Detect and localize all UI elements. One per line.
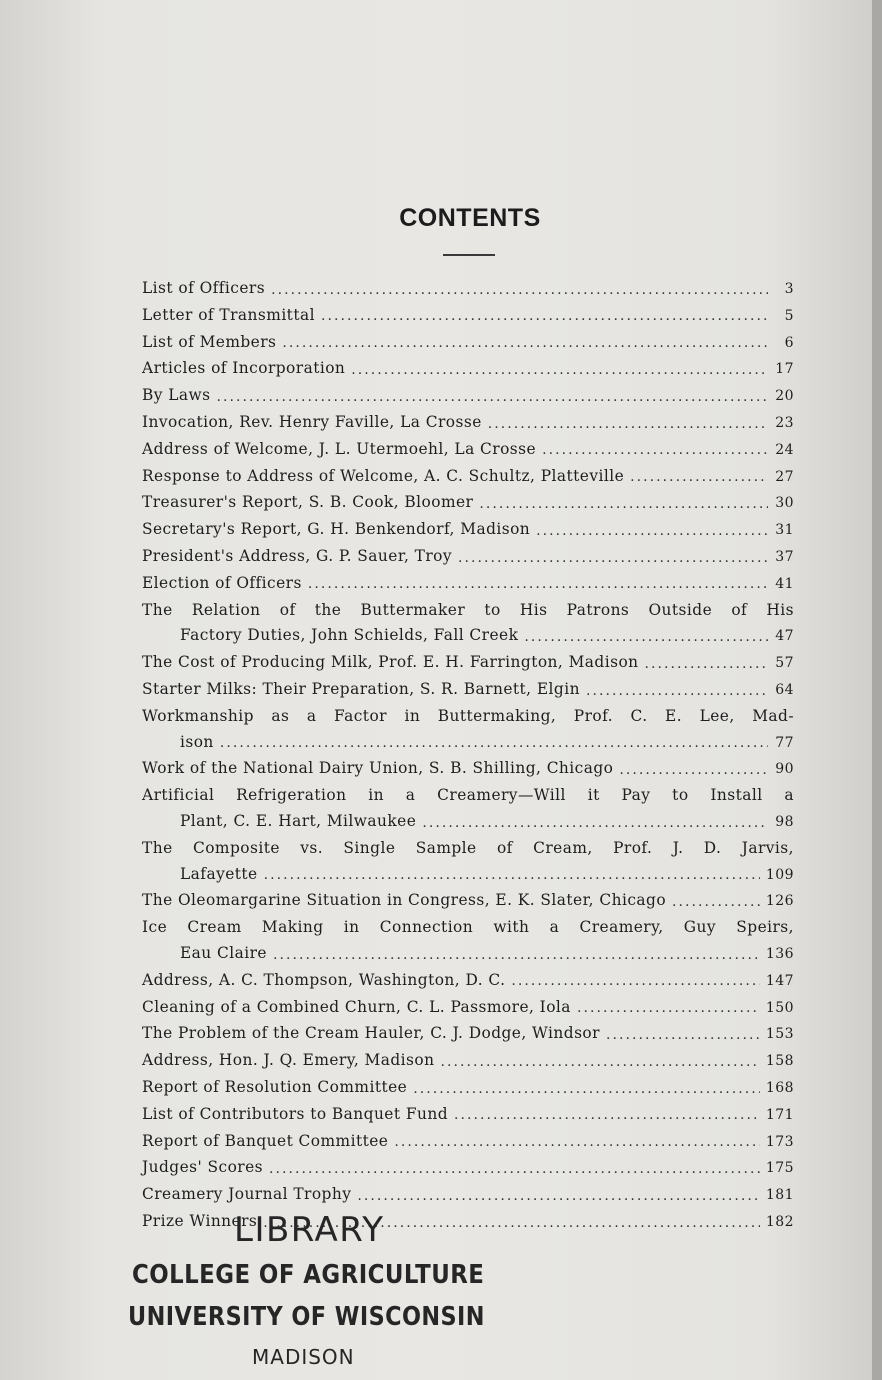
toc-page-number: 47 bbox=[775, 628, 794, 645]
toc-entry bbox=[142, 410, 794, 437]
toc-entry-title: Starter Milks: Their Preparation, S. R. Barnett, Elgin bbox=[142, 679, 580, 698]
dot-leader bbox=[308, 575, 768, 590]
toc-entry-title: The Composite vs. Single Sample of Cream, Prof. J. D. Jarvis, bbox=[142, 838, 794, 857]
toc-entry-title: Address of Welcome, J. L. Utermoehl, La Crosse bbox=[142, 439, 537, 458]
toc-entry-title: List of Members bbox=[142, 332, 277, 351]
dot-leader bbox=[351, 361, 768, 376]
toc-entry bbox=[142, 383, 794, 410]
dot-leader bbox=[422, 814, 768, 829]
toc-entry-title: Articles of Incorporation bbox=[142, 359, 346, 378]
toc-page-number: 158 bbox=[765, 1053, 794, 1070]
toc-entry-title: List of Officers bbox=[142, 279, 266, 297]
toc-entry-title: Eau Claire bbox=[180, 943, 267, 962]
toc-entry-title: Creamery Journal Trophy bbox=[142, 1185, 352, 1204]
toc-page-number: 57 bbox=[775, 655, 794, 672]
toc-entry-title: Workmanship as a Factor in Buttermaking, Prof. C. E. Lee, Mad- bbox=[142, 706, 794, 725]
toc-entry-title: Invocation, Rev. Henry Faville, La Crosse bbox=[142, 412, 482, 431]
toc-page-number: 182 bbox=[765, 1213, 794, 1230]
toc-entry-title: Treasurer's Report, S. B. Cook, Bloomer bbox=[142, 493, 474, 512]
toc-entry bbox=[142, 1021, 794, 1048]
dot-leader bbox=[645, 655, 768, 670]
toc-entry-title: Response to Address of Welcome, A. C. Schultz, Platteville bbox=[142, 466, 625, 485]
stamp-university: UNIVERSITY OF WISCONSIN bbox=[128, 1302, 485, 1332]
toc-entry bbox=[142, 517, 794, 544]
dot-leader bbox=[536, 522, 768, 537]
toc-entry bbox=[142, 677, 794, 704]
toc-entry bbox=[142, 1129, 794, 1156]
toc-entry-title: Report of Resolution Committee bbox=[142, 1077, 408, 1096]
stamp-madison: MADISON bbox=[252, 1345, 355, 1369]
toc-page-number: 17 bbox=[775, 361, 794, 378]
toc-entry-title: The Problem of the Cream Hauler, C. J. Dodge, Windsor bbox=[142, 1024, 600, 1043]
dot-leader bbox=[454, 1106, 760, 1121]
toc-entry bbox=[142, 836, 794, 889]
toc-entry bbox=[142, 303, 794, 330]
toc-page-number: 98 bbox=[775, 813, 794, 830]
dot-leader bbox=[321, 307, 768, 322]
toc-entry-title: By Laws bbox=[142, 386, 211, 405]
dot-leader bbox=[413, 1080, 760, 1095]
toc-entry bbox=[142, 1102, 794, 1129]
toc-entry bbox=[142, 437, 794, 464]
toc-entry-title: Address, A. C. Thompson, Washington, D. C. bbox=[142, 970, 506, 989]
toc-page-number: 27 bbox=[775, 468, 794, 485]
dot-leader bbox=[511, 972, 760, 987]
dot-leader bbox=[264, 866, 760, 881]
toc-entry-title: Factory Duties, John Schields, Fall Creek bbox=[180, 626, 519, 645]
toc-page-number: 109 bbox=[765, 866, 794, 883]
dot-leader bbox=[458, 549, 768, 564]
dot-leader bbox=[273, 946, 760, 961]
toc-entry-title: List of Contributors to Banquet Fund bbox=[142, 1104, 448, 1123]
toc-page-number: 5 bbox=[784, 307, 794, 324]
toc-entry-title: Address, Hon. J. Q. Emery, Madison bbox=[142, 1051, 435, 1070]
toc-entry-title: The Relation of the Buttermaker to His Patrons Outside of His bbox=[142, 600, 794, 619]
toc-entry-title: President's Address, G. P. Sauer, Troy bbox=[142, 546, 453, 565]
toc-page-number: 153 bbox=[765, 1026, 794, 1043]
toc-entry bbox=[142, 888, 794, 915]
dot-leader bbox=[524, 628, 768, 643]
toc-entry bbox=[142, 490, 794, 517]
dot-leader bbox=[577, 999, 760, 1014]
toc-page-number: 23 bbox=[775, 414, 794, 431]
toc-page-number: 37 bbox=[775, 548, 794, 565]
toc-entry-title: The Cost of Producing Milk, Prof. E. H. Farrington, Madison bbox=[142, 653, 639, 672]
toc-entry bbox=[142, 968, 794, 995]
toc-entry bbox=[142, 1182, 794, 1209]
toc-entry bbox=[142, 544, 794, 571]
toc-page-number: 77 bbox=[775, 734, 794, 751]
toc-page-number: 6 bbox=[784, 334, 794, 351]
toc-page-number: 136 bbox=[765, 945, 794, 962]
dot-leader bbox=[672, 893, 760, 908]
toc-entry bbox=[142, 783, 794, 836]
toc-page-number: 41 bbox=[775, 575, 794, 592]
toc-page-number: 126 bbox=[765, 893, 794, 910]
dot-leader bbox=[271, 281, 768, 296]
toc-page-number: 147 bbox=[765, 972, 794, 989]
dot-leader bbox=[217, 388, 768, 403]
dot-leader bbox=[269, 1160, 760, 1175]
toc-entry bbox=[142, 330, 794, 357]
toc-page-number: 168 bbox=[765, 1079, 794, 1096]
dot-leader bbox=[586, 682, 768, 697]
toc-entry-title: Plant, C. E. Hart, Milwaukee bbox=[180, 811, 417, 830]
toc-entry-title: Artificial Refrigeration in a Creamery—Will it Pay to Install a bbox=[142, 786, 794, 805]
toc-entry bbox=[142, 571, 794, 598]
toc-page-number: 30 bbox=[775, 495, 794, 512]
toc-entry-title: Ice Cream Making in Connection with a Creamery, Guy Speirs, bbox=[142, 918, 794, 937]
toc-entry-title: Work of the National Dairy Union, S. B. Shilling, Chicago bbox=[142, 759, 614, 778]
toc-entry bbox=[142, 756, 794, 783]
toc-entry bbox=[142, 356, 794, 383]
toc-entry-title: Election of Officers bbox=[142, 573, 302, 592]
toc-page-number: 150 bbox=[765, 999, 794, 1016]
toc-page-number: 90 bbox=[775, 761, 794, 778]
dot-leader bbox=[220, 734, 768, 749]
toc-page-number: 20 bbox=[775, 388, 794, 405]
toc-page-number: 31 bbox=[775, 522, 794, 539]
dot-leader bbox=[440, 1053, 759, 1068]
toc-entry bbox=[142, 704, 794, 757]
toc-entry bbox=[142, 650, 794, 677]
toc-page-number: 173 bbox=[765, 1133, 794, 1150]
toc-entry bbox=[142, 995, 794, 1022]
toc-entry bbox=[142, 1048, 794, 1075]
toc-page-number: 171 bbox=[765, 1106, 794, 1123]
dot-leader bbox=[630, 468, 768, 483]
toc-entry-title: Judges' Scores bbox=[142, 1158, 264, 1177]
toc-page-number: 64 bbox=[775, 681, 794, 698]
toc-entry-title: Prize Winners bbox=[142, 1211, 258, 1230]
dot-leader bbox=[542, 441, 768, 456]
contents-list bbox=[142, 276, 794, 1236]
title-rule bbox=[443, 254, 495, 256]
toc-entry bbox=[142, 915, 794, 968]
stamp-college: COLLEGE OF AGRICULTURE bbox=[132, 1260, 485, 1290]
dot-leader bbox=[394, 1133, 760, 1148]
dot-leader bbox=[479, 495, 768, 510]
toc-entry-title: Letter of Transmittal bbox=[142, 305, 315, 324]
dot-leader bbox=[619, 761, 768, 776]
toc-entry-title: Report of Banquet Committee bbox=[142, 1131, 389, 1150]
dot-leader bbox=[357, 1187, 760, 1202]
toc-entry-title: Lafayette bbox=[180, 864, 258, 883]
toc-page-number: 24 bbox=[775, 441, 794, 458]
toc-page-number: 175 bbox=[765, 1160, 794, 1177]
dot-leader bbox=[606, 1026, 760, 1041]
page-title: CONTENTS bbox=[399, 204, 541, 232]
toc-entry bbox=[142, 1155, 794, 1182]
toc-entry bbox=[142, 276, 794, 303]
toc-entry-title: The Oleomargarine Situation in Congress, E. K. Slater, Chicago bbox=[142, 891, 667, 910]
toc-page-number: 3 bbox=[784, 281, 794, 297]
stamp-library: LIBRARY bbox=[234, 1210, 385, 1250]
toc-page-number: 181 bbox=[765, 1187, 794, 1204]
toc-entry-title: ison bbox=[180, 732, 214, 751]
toc-entry-title: Secretary's Report, G. H. Benkendorf, Madison bbox=[142, 520, 531, 539]
toc-entry-title: Cleaning of a Combined Churn, C. L. Passmore, Iola bbox=[142, 997, 571, 1016]
toc-entry bbox=[142, 598, 794, 651]
toc-entry bbox=[142, 1075, 794, 1102]
dot-leader bbox=[282, 334, 768, 349]
toc-entry bbox=[142, 464, 794, 491]
dot-leader bbox=[488, 415, 768, 430]
